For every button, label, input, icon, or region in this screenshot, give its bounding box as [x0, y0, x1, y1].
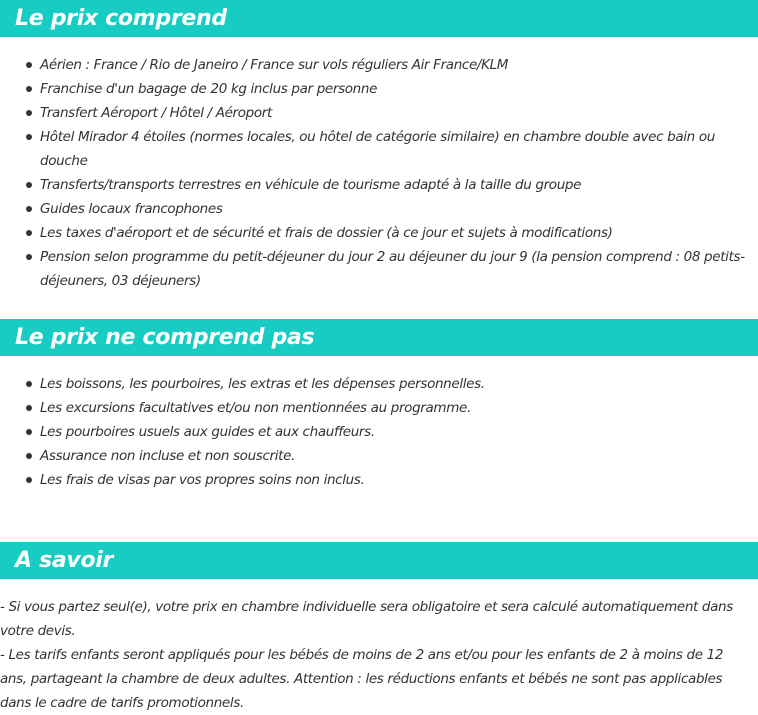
bullet-icon [26, 62, 32, 68]
bullet-icon [26, 134, 32, 140]
bullet-icon [26, 230, 32, 236]
list-item: Les pourboires usuels aux guides et aux chauffeurs. [0, 420, 758, 444]
list-item: Les boissons, les pourboires, les extras et les dépenses personnelles. [0, 372, 758, 396]
savoir-text [0, 595, 752, 715]
bullet-icon [26, 206, 32, 212]
savoir-paragraph: - Les tarifs enfants seront appliqués pour les bébés de moins de 2 ans et/ou pour les enfants de 2 à moins de 12 ans, partageant la chambre de deux adultes. Attention : les réductions enfants et bébés ne sont pas applicables dans le cadre de tarifs promotionnels. [0, 647, 724, 711]
list-item: Les taxes d'aéroport et de sécurité et frais de dossier (à ce jour et sujets à modifications) [0, 221, 758, 245]
section-title-excluded: Le prix ne comprend pas [0, 319, 758, 356]
bullet-icon [26, 381, 32, 387]
bullet-icon [26, 182, 32, 188]
bullet-icon [26, 405, 32, 411]
bullet-icon [26, 429, 32, 435]
list-item: Transferts/transports terrestres en véhicule de tourisme adapté à la taille du groupe [0, 173, 758, 197]
included-list [0, 53, 758, 293]
list-item: Pension selon programme du petit-déjeuner du jour 2 au déjeuner du jour 9 (la pension comprend : 08 petits-déjeuners, 03 déjeuners) [0, 245, 758, 293]
list-item: Transfert Aéroport / Hôtel / Aéroport [0, 101, 758, 125]
excluded-list [0, 372, 758, 492]
list-item: Les frais de visas par vos propres soins non inclus. [0, 468, 758, 492]
bullet-icon [26, 110, 32, 116]
list-item: Guides locaux francophones [0, 197, 758, 221]
list-item: Aérien : France / Rio de Janeiro / France sur vols réguliers Air France/KLM [0, 53, 758, 77]
list-item: Assurance non incluse et non souscrite. [0, 444, 758, 468]
list-item: Franchise d'un bagage de 20 kg inclus par personne [0, 77, 758, 101]
savoir-paragraph: - Si vous partez seul(e), votre prix en chambre individuelle sera obligatoire et sera calculé automatiquement dans votre devis. [0, 599, 733, 639]
bullet-icon [26, 477, 32, 483]
bullet-icon [26, 254, 32, 260]
bullet-icon [26, 86, 32, 92]
section-title-savoir: A savoir [0, 542, 758, 579]
list-item: Les excursions facultatives et/ou non mentionnées au programme. [0, 396, 758, 420]
bullet-icon [26, 453, 32, 459]
list-item: Hôtel Mirador 4 étoiles (normes locales, ou hôtel de catégorie similaire) en chambre double avec bain ou douche [0, 125, 758, 173]
section-title-included: Le prix comprend [0, 0, 758, 37]
